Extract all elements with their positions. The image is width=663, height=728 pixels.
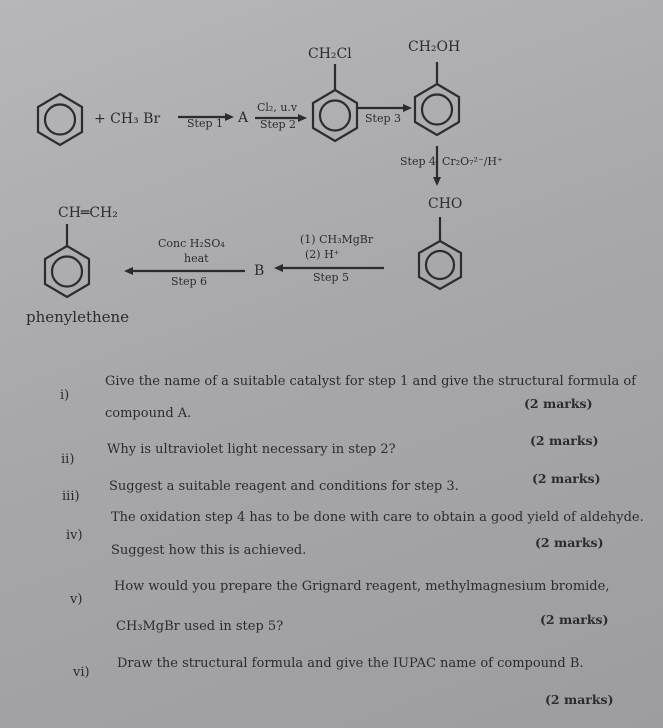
compound-a-label: A bbox=[238, 110, 249, 126]
question-number: vi) bbox=[73, 665, 90, 680]
question-text: Why is ultraviolet light necessary in step 2? bbox=[107, 442, 396, 457]
question-number: i) bbox=[60, 388, 70, 403]
step6-reagent: Conc H₂SO₄ bbox=[158, 237, 225, 250]
question-text-continued: CH₃MgBr used in step 5? bbox=[116, 619, 284, 634]
question-text-continued: compound A. bbox=[105, 406, 192, 421]
marks-label: (2 marks) bbox=[545, 692, 614, 707]
benzene-ring-reactant bbox=[38, 94, 82, 145]
step5-label: Step 5 bbox=[313, 271, 350, 284]
reaction-scheme bbox=[0, 0, 663, 340]
reactant-reagent: + CH₃ Br bbox=[94, 111, 161, 127]
marks-label: (2 marks) bbox=[530, 433, 599, 448]
step5-reagent-1: (1) CH₃MgBr bbox=[300, 233, 374, 246]
vinyl-group: CH═CH₂ bbox=[58, 205, 118, 221]
question-text: How would you prepare the Grignard reagent, methylmagnesium bromide, bbox=[114, 579, 610, 594]
step3-label: Step 3 bbox=[365, 112, 402, 125]
benzene-ring-alcohol bbox=[415, 62, 459, 135]
question-number: v) bbox=[70, 592, 83, 607]
chloride-group: CH₂Cl bbox=[308, 46, 352, 62]
product-name: phenylethene bbox=[26, 308, 130, 326]
question-number: iii) bbox=[62, 489, 80, 504]
marks-label: (2 marks) bbox=[540, 612, 609, 627]
step2-label: Step 2 bbox=[260, 118, 297, 131]
question-text: The oxidation step 4 has to be done with care to obtain a good yield of aldehyde. bbox=[111, 510, 644, 525]
aldehyde-group: CHO bbox=[428, 196, 463, 212]
step6-label: Step 6 bbox=[171, 275, 208, 288]
benzene-ring-chloride bbox=[313, 64, 357, 141]
step1-label: Step 1 bbox=[187, 117, 224, 130]
alcohol-group: CH₂OH bbox=[408, 39, 461, 55]
question-text: Give the name of a suitable catalyst for step 1 and give the structural formula of bbox=[105, 374, 637, 389]
benzene-ring-phenylethene bbox=[45, 224, 89, 297]
marks-label: (2 marks) bbox=[532, 471, 601, 486]
question-text: Suggest a suitable reagent and conditions for step 3. bbox=[109, 479, 459, 494]
marks-label: (2 marks) bbox=[535, 535, 604, 550]
marks-label: (2 marks) bbox=[524, 396, 593, 411]
question-text-continued: Suggest how this is achieved. bbox=[111, 543, 307, 558]
step5-reagent-2: (2) H⁺ bbox=[305, 248, 340, 261]
question-number: iv) bbox=[66, 528, 83, 543]
step6-condition: heat bbox=[184, 252, 209, 265]
step2-reagent: Cl₂, u.v bbox=[257, 101, 298, 114]
benzene-ring-aldehyde bbox=[419, 217, 461, 289]
question-text: Draw the structural formula and give the IUPAC name of compound B. bbox=[117, 656, 584, 671]
step4-label: Step 4 bbox=[400, 155, 437, 168]
question-number: ii) bbox=[61, 452, 75, 467]
step4-reagent: Cr₂O₇²⁻/H⁺ bbox=[442, 155, 503, 168]
compound-b-label: B bbox=[254, 263, 265, 279]
